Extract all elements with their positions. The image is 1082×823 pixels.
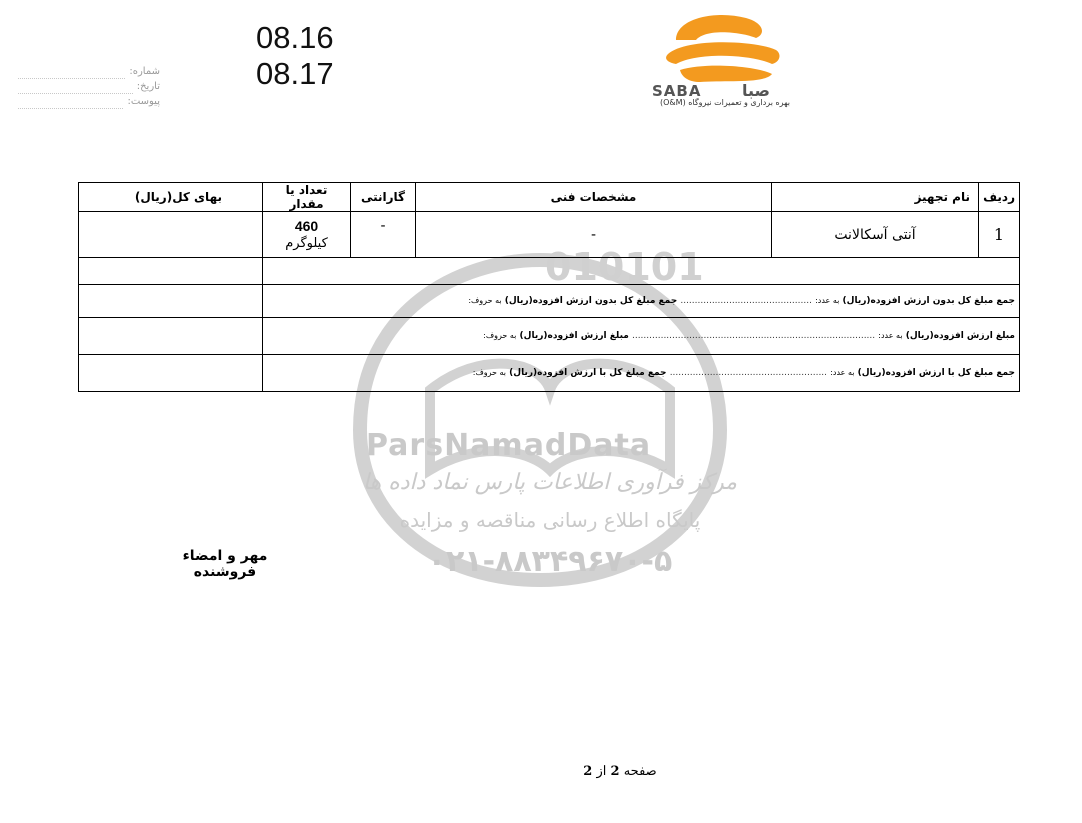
watermark-digits: 010101 [545,245,704,289]
quantity-cell [263,212,351,258]
watermark-phone: ۰۲۱-۸۸۳۴۹۶۷۰-۵ [427,544,673,579]
summary-dots-1a: .............................................. [680,296,812,306]
summary-label-num-2: مبلغ ارزش افزوده(ریال) [905,331,1015,341]
header-row-no: ردیف [979,183,1020,212]
seller-seal-label: مهر و امضاء فروشنده [182,548,268,580]
date-label: تاریخ: [136,81,160,92]
summary-suffix-words-2: به حروف: [483,331,517,340]
summary-label-num-3: جمع مبلغ کل با ارزش افزوده(ریال) [857,368,1015,378]
summary-text-without-vat [263,285,1020,318]
header-total-price: بهای کل(ریال) [79,183,263,212]
summary-label-words-3: جمع مبلغ کل با ارزش افزوده(ریال) [509,368,667,378]
number-label: شماره: [129,66,160,77]
page-of: از [596,764,607,779]
handwritten-number-2: 08.17 [256,56,334,91]
header-specs: مشخصات فنی [416,183,772,212]
page-total: 2 [583,764,593,779]
attachment-label: پیوست: [127,96,160,107]
watermark-line1: مرکز فرآوری اطلاعات پارس نماد داده ها [362,470,738,495]
summary-label-num-1: جمع مبلغ کل بدون ارزش افزوده(ریال) [842,296,1015,306]
summary-dots-3a: ....................................................... [669,368,828,378]
summary-row-with-vat [79,355,1020,392]
summary-label-words-1: جمع مبلغ کل بدون ارزش افزوده(ریال) [504,296,678,306]
summary-suffix-words-3: به حروف: [472,368,507,377]
warranty-cell: - [351,212,416,258]
total-price-cell [79,212,263,258]
page-number [560,764,680,779]
specs-cell: - [416,212,772,258]
summary-dots-2a: ..................................................................................... [631,331,876,341]
header-meta [18,64,160,109]
summary-suffix-num-1: به عدد: [815,296,840,305]
row-no-cell: 1 [979,212,1020,258]
logo-swoosh-bottom [680,66,772,82]
empty-cell-price [79,258,263,285]
summary-value-without-vat [79,285,263,318]
header-equipment: نام تجهیز [772,183,979,212]
attachment-dots [18,98,123,109]
logo-brand-latin: SABA [652,82,702,100]
page-current: 2 [610,764,620,779]
summary-suffix-num-2: به عدد: [878,331,903,340]
date-dots [18,83,133,94]
table-header-row [79,183,1020,212]
handwritten-number-1: 08.16 [256,20,334,55]
summary-value-with-vat [79,355,263,392]
watermark-brand: ParsNamadData [366,428,652,463]
summary-text-vat [263,318,1020,355]
logo-subtitle: بهره برداری و تعمیرات نیروگاه (O&M) [660,98,790,107]
summary-row-without-vat [79,285,1020,318]
quantity-value: 460 [294,217,319,234]
number-dots [18,68,125,79]
table-row [79,212,1020,258]
logo-brand-fa: صبا [742,81,770,100]
logo-swoosh-top [676,15,762,40]
summary-text-with-vat [263,355,1020,392]
summary-row-vat [79,318,1020,355]
summary-suffix-num-3: به عدد: [830,368,855,377]
summary-label-words-2: مبلغ ارزش افزوده(ریال) [519,331,629,341]
page-prefix: صفحه [623,764,657,779]
watermark-line2: پایگاه اطلاع رسانی مناقصه و مزایده [399,508,701,532]
equipment-cell: آنتی آسکالانت [772,212,979,258]
summary-suffix-words-1: به حروف: [468,296,502,305]
table-empty-row [79,258,1020,285]
header-warranty: گارانتی [351,183,416,212]
equipment-table [78,182,1020,392]
summary-value-vat [79,318,263,355]
quantity-unit: کیلوگرم [285,235,328,251]
empty-cell-wide [263,258,1020,285]
number-row [18,64,160,79]
attachment-row [18,94,160,109]
logo-swoosh-mid [666,42,779,64]
header-quantity: تعداد یا مقدار [263,183,351,212]
date-row [18,79,160,94]
